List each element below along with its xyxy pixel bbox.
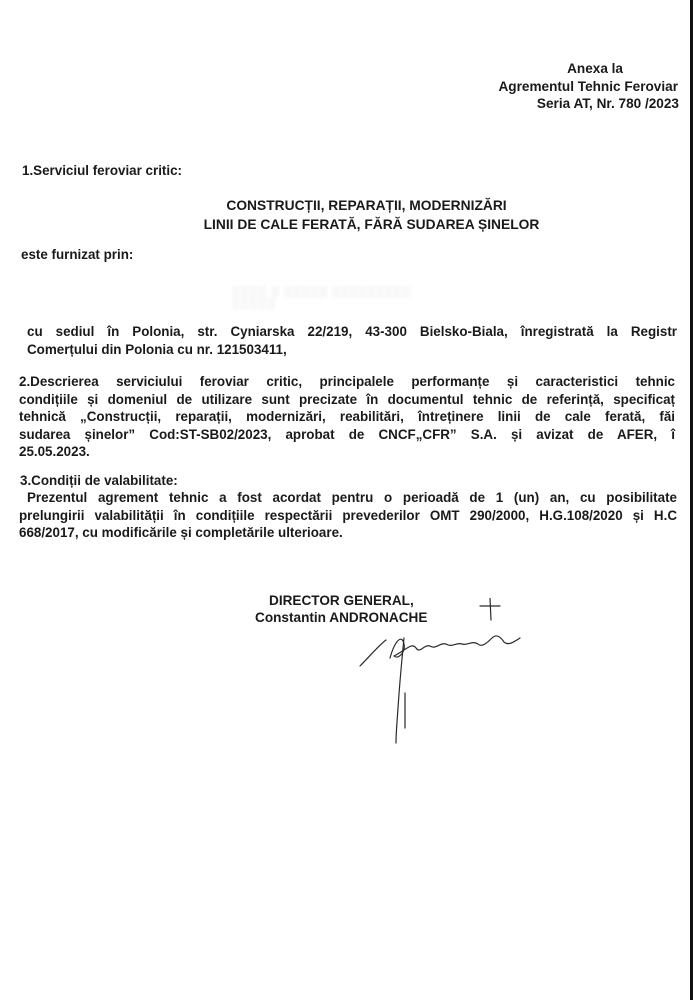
section-1-title: 1.Serviciul feroviar critic: [22, 163, 183, 178]
headquarters-line-1: cu sediul în Polonia, str. Cyniarska 22/219, 43-300 Bielsko-Biala, înregistrată la Registr [27, 324, 677, 339]
section-3-paragraph [19, 489, 677, 542]
annex-header [498, 60, 679, 113]
annex-line-3: Seria AT, Nr. 780 /2023 [536, 96, 679, 111]
section-3-line-2: prelungirii valabilității în condițiile respectării prevederilor OMT 290/2000, H.G.108/2020 și H.C [19, 507, 677, 523]
headquarters-line-2: Comerțului din Polonia cu nr. 121503411, [27, 341, 287, 357]
redacted-company-name: ▒▒▒▒ ▒ ▒▒▒▒▒ ▒▒▒▒▒▒▒▒▒ ▒▒▒▒▒ [232, 286, 412, 310]
section-2-line-3: tehnică „Construcții, reparații, modernizări, reabilitări, întreținere linii de cale ferată, făi [19, 409, 675, 424]
headquarters-paragraph [27, 323, 677, 358]
service-name [0, 196, 693, 234]
handwritten-signature [350, 598, 550, 748]
provided-by-label: este furnizat prin: [21, 247, 134, 262]
section-3-title: 3.Condiții de valabilitate: [20, 473, 178, 488]
section-2-paragraph [19, 373, 675, 461]
annex-line-1: Anexa la [567, 61, 623, 76]
annex-line-2: Agrementul Tehnic Feroviar [498, 78, 678, 94]
signatory-title: DIRECTOR GENERAL, [269, 593, 414, 608]
section-2-line-5: 25.05.2023. [19, 444, 90, 459]
section-2-line-2: condițiile și domeniul de utilizare sunt precizate în documentul tehnic de referință, specificaț [19, 391, 675, 407]
section-3-line-3: 668/2017, cu modificările și completările ulterioare. [19, 525, 343, 540]
section-3-line-1: Prezentul agrement tehnic a fost acordat pentru o perioadă de 1 (un) an, cu posibilitate [27, 490, 677, 505]
section-2-line-4: sudarea șinelor” Cod:ST-SB02/2023, aprobat de CNCF„CFR” S.A. și avizat de AFER, î [19, 426, 675, 442]
service-name-line-2: LINII DE CALE FERATĂ, FĂRĂ SUDAREA ȘINELOR [203, 217, 540, 232]
signatory-name: Constantin ANDRONACHE [255, 610, 428, 625]
service-name-line-1: CONSTRUCȚII, REPARAȚII, MODERNIZĂRI [226, 198, 507, 213]
section-2-line-1: 2.Descrierea serviciului feroviar critic, principalele performanțe și caracteristici tehnic [19, 374, 675, 389]
